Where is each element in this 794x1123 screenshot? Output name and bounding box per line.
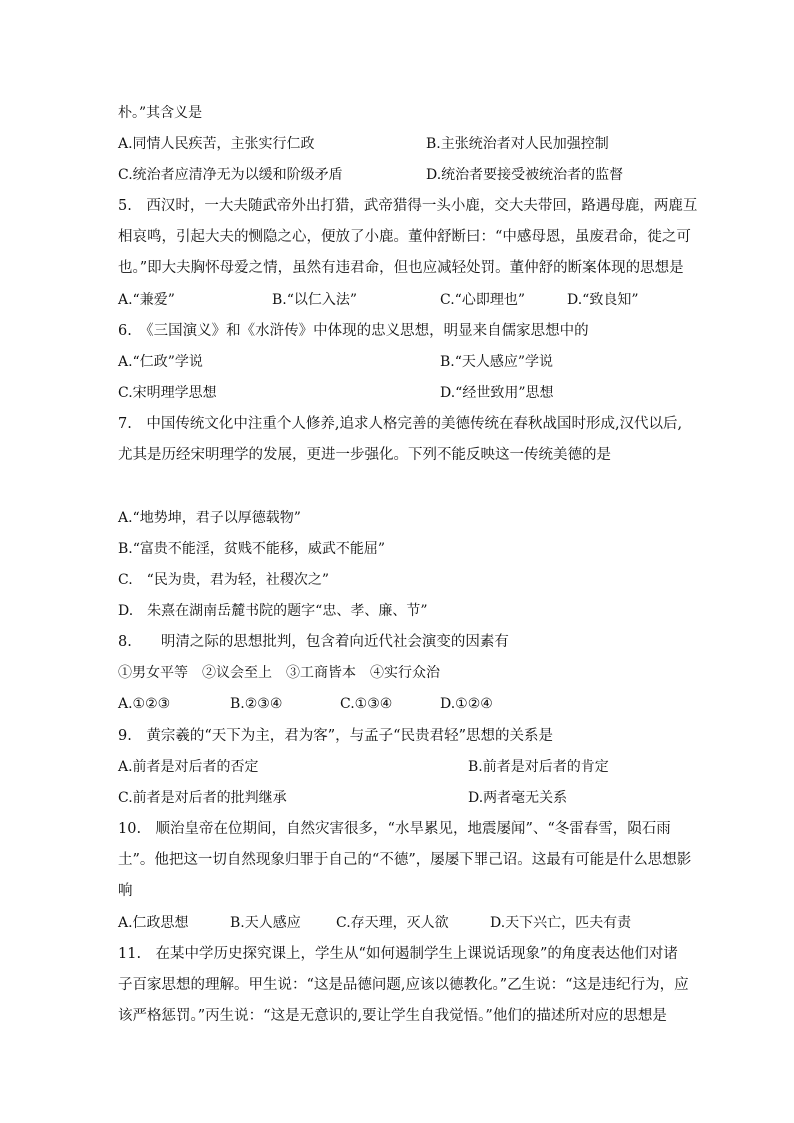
q5-stem-line2: 相哀鸣，引起大夫的恻隐之心，便放了小鹿。董仲舒断曰：“中感母恩，虽废君命，徙之可 [118,229,691,245]
q5-option-d: D.“致良知” [567,292,639,308]
q10-option-d: D.天下兴亡，匹夫有责 [490,915,632,931]
q11-stem-line2: 子百家思想的理解。甲生说：“这是品德问题,应该以德教化。”乙生说：“这是违纪行为，应 [118,977,689,993]
q6-option-a: A.“仁政”学说 [118,354,203,370]
q7-option-c: C. “民为贵，君为轻，社稷次之” [118,572,329,588]
q8-stem: 8. 明清之际的思想批判，包含着向近代社会演变的因素有 [118,634,509,650]
q4-option-c: C.统治者应清净无为以缓和阶级矛盾 [118,167,343,183]
q7-option-a: A.“地势坤，君子以厚德载物” [118,510,301,526]
q8-option-b: B.②③④ [230,696,283,712]
q4-option-a: A.同情人民疾苦，主张实行仁政 [118,136,315,152]
q4-option-b: B.主张统治者对人民加强控制 [426,136,609,152]
q5-stem-line1: 5. 西汉时，一大夫随武帝外出打猎，武帝猎得一头小鹿，交大夫带回，路遇母鹿，两鹿互 [118,198,698,214]
q7-stem-line1: 7. 中国传统文化中注重个人修养,追求人格完善的美德传统在春秋战国时形成,汉代以后, [118,416,683,432]
q7-option-b: B.“富贵不能淫，贫贱不能移，威武不能屈” [118,541,386,557]
q9-option-a: A.前者是对后者的否定 [118,759,259,775]
continued-text: 朴。”其含义是 [118,105,203,121]
q9-option-b: B.前者是对后者的肯定 [468,759,609,775]
q8-option-d: D.①②④ [440,696,493,712]
q11-stem-line1: 11. 在某中学历史探究课上，学生从“如何遏制学生上课说话现象”的角度表达他们对诸 [118,946,678,962]
q6-option-d: D.“经世致用”思想 [440,385,554,401]
q10-option-a: A.仁政思想 [118,915,189,931]
q4-option-d: D.统治者要接受被统治者的监督 [426,167,624,183]
q10-stem-line3: 响 [118,883,133,899]
q10-stem-line1: 10. 顺治皇帝在位期间，自然灾害很多，“水旱累见，地震屡闻”、“冬雷春雪，陨石雨 [118,821,671,837]
q5-option-c: C.“心即理也” [440,292,525,308]
q6-stem: 6. 《三国演义》和《水浒传》中体现的忠义思想，明显来自儒家思想中的 [118,323,589,339]
q10-stem-line2: 土”。他把这一切自然现象归罪于自己的“不德”，屡屡下罪己诏。这最有可能是什么思想影 [118,852,692,868]
q6-option-b: B.“天人感应”学说 [440,354,554,370]
q5-option-a: A.“兼爱” [118,292,175,308]
q8-items: ①男女平等 ②议会至上 ③工商皆本 ④实行众治 [118,665,440,681]
q6-option-c: C.宋明理学思想 [118,385,217,401]
q9-stem: 9. 黄宗羲的“天下为主，君为客”，与孟子“民贵君轻”思想的关系是 [118,728,553,744]
q10-option-c: C.存天理，灭人欲 [336,915,449,931]
q9-option-c: C.前者是对后者的批判继承 [118,790,287,806]
q7-option-d: D. 朱熹在湖南岳麓书院的题字“忠、孝、廉、节” [118,603,428,619]
q7-stem-line2: 尤其是历经宋明理学的发展，更进一步强化。下列不能反映这一传统美德的是 [118,447,611,463]
q11-stem-line3: 该严格惩罚。”丙生说：“这是无意识的,要让学生自我觉悟。”他们的描述所对应的思想是 [118,1008,667,1024]
q8-option-c: C.①③④ [340,696,393,712]
q10-option-b: B.天人感应 [230,915,301,931]
q9-option-d: D.两者毫无关系 [468,790,568,806]
q5-option-b: B.“以仁入法” [272,292,358,308]
q5-stem-line3: 也。”即大夫胸怀母爱之情，虽然有违君命，但也应减轻处罚。董仲舒的断案体现的思想是 [118,260,684,276]
q8-option-a: A.①②③ [118,696,171,712]
